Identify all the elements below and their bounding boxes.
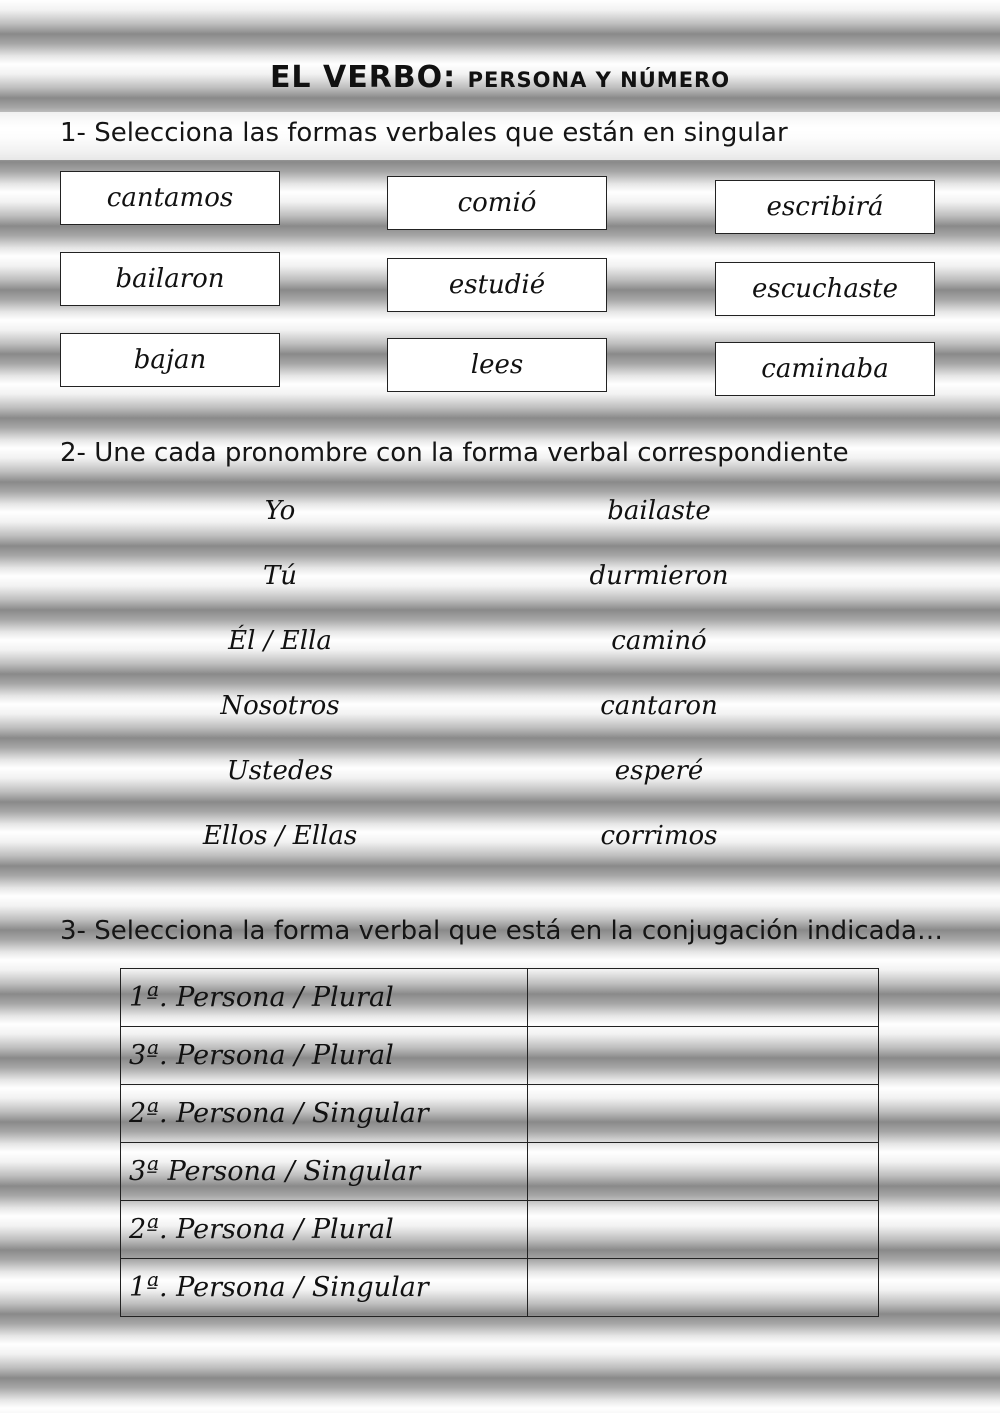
row-label: 3ª Persona / Singular: [121, 1143, 528, 1201]
title-main: EL VERBO:: [269, 60, 457, 95]
answer-cell[interactable]: [528, 969, 879, 1027]
verb-item[interactable]: cantaron: [600, 691, 718, 721]
pronoun-item[interactable]: Yo: [264, 496, 296, 526]
option-box[interactable]: bajan: [60, 333, 280, 387]
verb-item[interactable]: durmieron: [589, 561, 729, 591]
conjugation-table: [120, 968, 879, 1317]
verb-item[interactable]: esperé: [614, 756, 704, 786]
answer-cell[interactable]: [528, 1027, 879, 1085]
row-label: 2ª. Persona / Plural: [121, 1201, 528, 1259]
option-box[interactable]: estudié: [387, 258, 607, 312]
verb-item[interactable]: corrimos: [600, 821, 718, 851]
option-box[interactable]: comió: [387, 176, 607, 230]
table-row: [121, 969, 879, 1027]
instruction-3: 3- Selecciona la forma verbal que está en la conjugación indicada…: [60, 916, 943, 946]
row-label: 2ª. Persona / Singular: [121, 1085, 528, 1143]
option-box[interactable]: cantamos: [60, 171, 280, 225]
answer-cell[interactable]: [528, 1201, 879, 1259]
row-label: 1ª. Persona / Plural: [121, 969, 528, 1027]
page-title: [0, 60, 1000, 95]
pronoun-item[interactable]: Ustedes: [226, 756, 334, 786]
title-sub: PERSONA Y NÚMERO: [467, 68, 731, 92]
pronoun-item[interactable]: Tú: [262, 561, 298, 591]
instruction-1: 1- Selecciona las formas verbales que están en singular: [60, 118, 788, 148]
table-row: [121, 1259, 879, 1317]
pronoun-item[interactable]: Ellos / Ellas: [202, 821, 358, 851]
table-row: [121, 1143, 879, 1201]
row-label: 1ª. Persona / Singular: [121, 1259, 528, 1317]
option-box[interactable]: escuchaste: [715, 262, 935, 316]
pronoun-item[interactable]: Nosotros: [220, 691, 340, 721]
table-row: [121, 1027, 879, 1085]
instruction-2: 2- Une cada pronombre con la forma verbal correspondiente: [60, 438, 849, 468]
option-box[interactable]: caminaba: [715, 342, 935, 396]
pronoun-item[interactable]: Él / Ella: [228, 626, 332, 656]
option-box[interactable]: bailaron: [60, 252, 280, 306]
table-row: [121, 1085, 879, 1143]
verb-item[interactable]: bailaste: [607, 496, 711, 526]
option-box[interactable]: lees: [387, 338, 607, 392]
table-row: [121, 1201, 879, 1259]
answer-cell[interactable]: [528, 1259, 879, 1317]
verb-item[interactable]: caminó: [611, 626, 707, 656]
answer-cell[interactable]: [528, 1143, 879, 1201]
option-box[interactable]: escribirá: [715, 180, 935, 234]
answer-cell[interactable]: [528, 1085, 879, 1143]
row-label: 3ª. Persona / Plural: [121, 1027, 528, 1085]
